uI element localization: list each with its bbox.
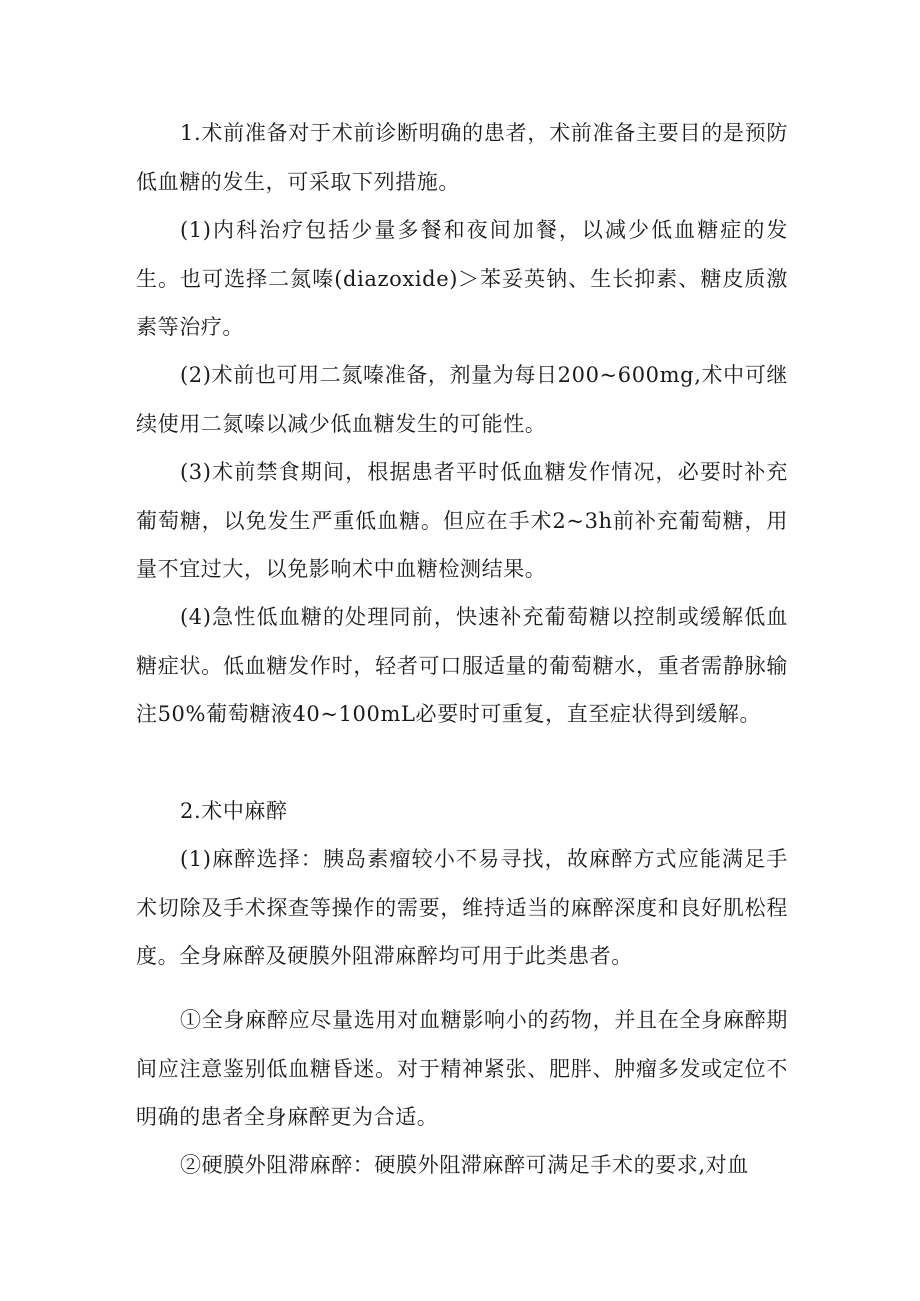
paragraph-medical-treatment: (1)内科治疗包括少量多餐和夜间加餐，以减少低血糖症的发生。也可选择二氮嗪(diazoxide)＞苯妥英钠、生长抑素、糖皮质激素等治疗。 (136, 218, 788, 339)
paragraph-epidural-anesthesia: ②硬膜外阻滞麻醉：硬膜外阻滞麻醉可满足手术的要求,对血 (180, 1153, 749, 1177)
paragraph-general-anesthesia: ①全身麻醉应尽量选用对血糖影响小的药物，并且在全身麻醉期间应注意鉴别低血糖昏迷。对于精神紧张、肥胖、肿瘤多发或定位不明确的患者全身麻醉更为合适。 (136, 1008, 788, 1129)
paragraph-fasting-glucose: (3)术前禁食期间，根据患者平时低血糖发作情况，必要时补充葡萄糖，以免发生严重低血糖。但应在手术2~3h前补充葡萄糖，用量不宜过大，以免影响术中血糖检测结果。 (136, 460, 788, 581)
paragraph-preop-preparation: 1.术前准备对于术前诊断明确的患者，术前准备主要目的是预防低血糖的发生，可采取下列措施。 (136, 121, 788, 194)
paragraph-diazoxide-prep: (2)术前也可用二氮嗪准备，剂量为每日200~600mg,术中可继续使用二氮嗪以减少低血糖发生的可能性。 (136, 363, 788, 436)
paragraph-anesthesia-choice: (1)麻醉选择：胰岛素瘤较小不易寻找，故麻醉方式应能满足手术切除及手术探查等操作的需要，维持适当的麻醉深度和良好肌松程度。全身麻醉及硬膜外阻滞麻醉均可用于此类患者。 (136, 847, 788, 968)
paragraph-acute-hypoglycemia: (4)急性低血糖的处理同前，快速补充葡萄糖以控制或缓解低血糖症状。低血糖发作时，轻者可口服适量的葡萄糖水，重者需静脉输注50%葡萄糖液40~100mL必要时可重复，直至症状得到缓解。 (136, 605, 788, 726)
section-heading-intraop-anesthesia: 2.术中麻醉 (180, 799, 288, 823)
